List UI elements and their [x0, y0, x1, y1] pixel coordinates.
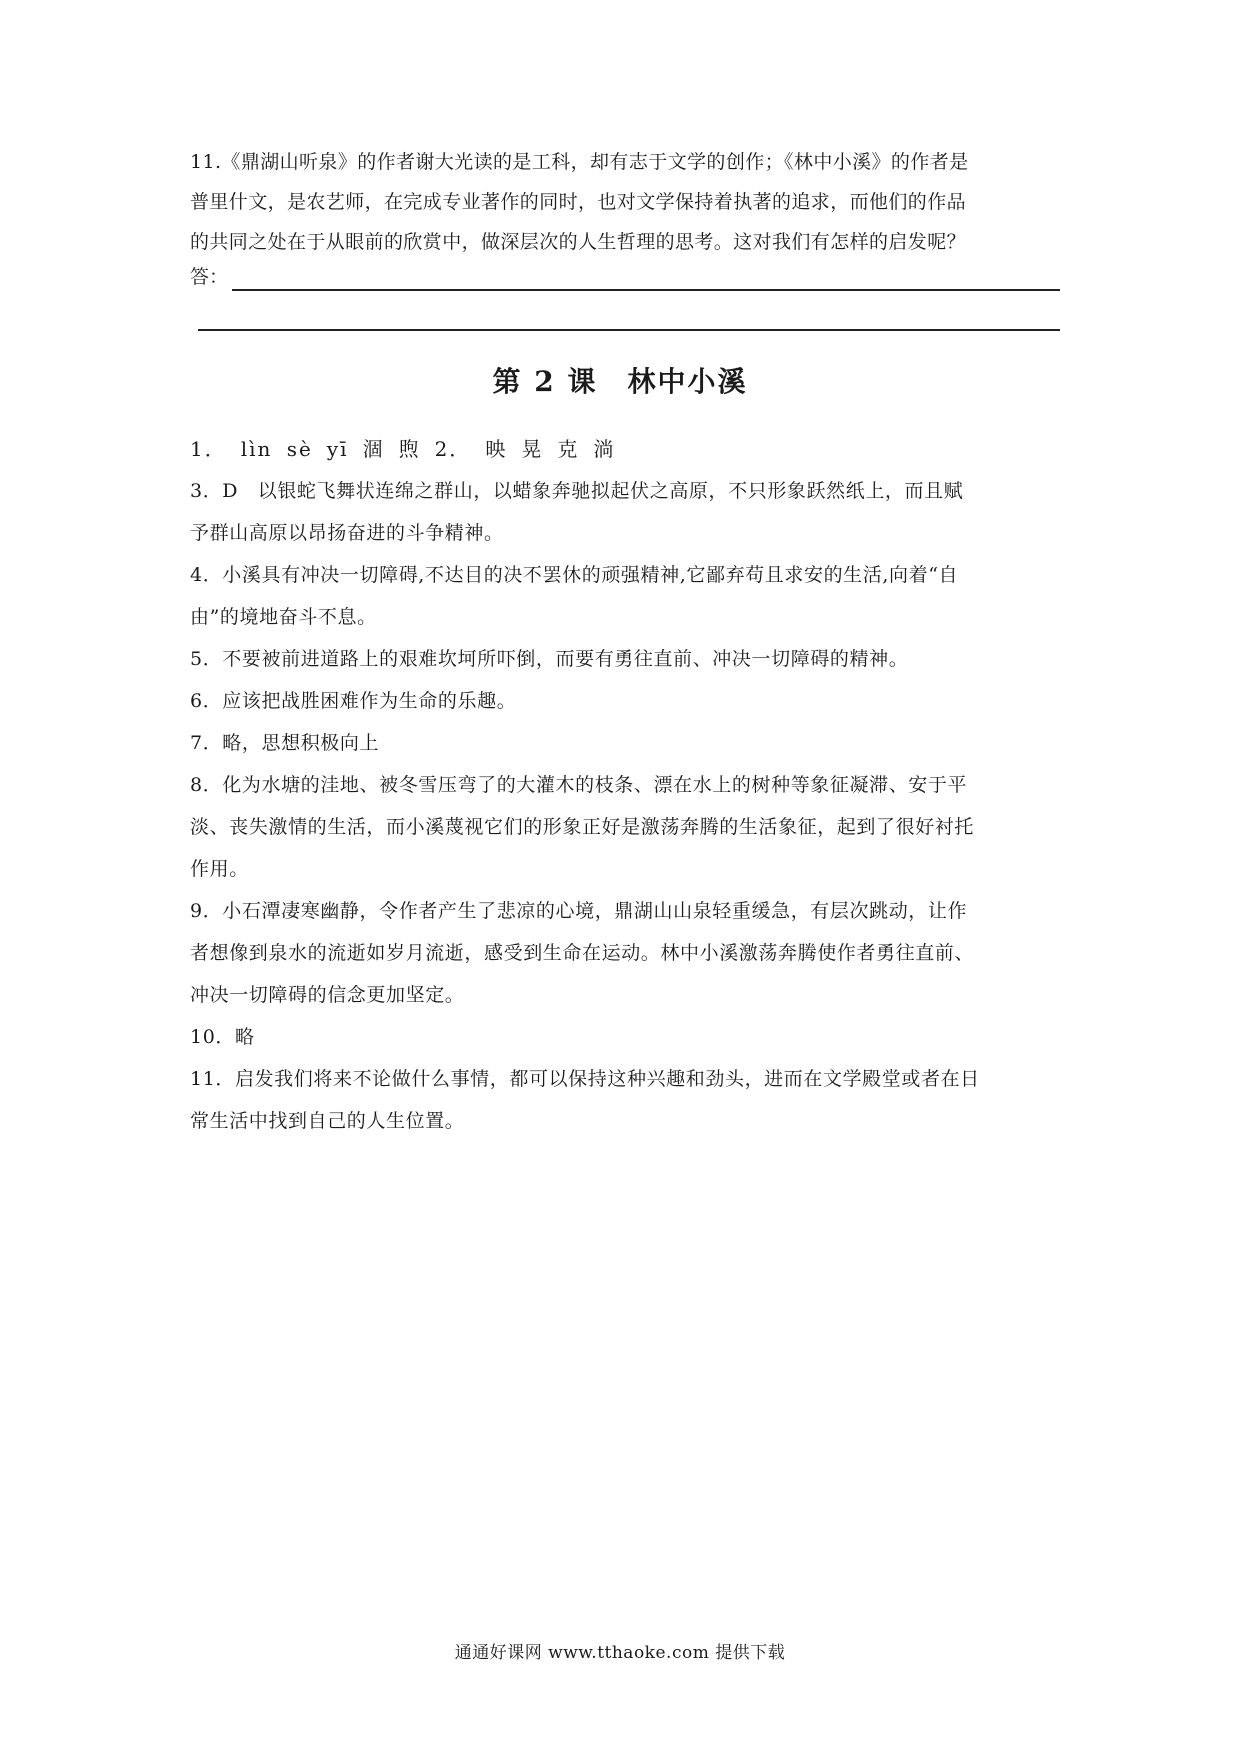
- answer-3-line-1: 3．D 以银蛇飞舞状连绵之群山，以蜡象奔驰拟起伏之高原，不只形象跃然纸上，而且赋: [190, 480, 964, 502]
- answer-8-line-1: 8．化为水塘的洼地、被冬雪压弯了的大灌木的枝条、漂在水上的树种等象征凝滞、安于平: [190, 774, 968, 796]
- answer-blank-line: [232, 289, 1060, 291]
- lesson-number: 第 2 课: [492, 365, 598, 398]
- answer-11-line-1: 11．启发我们将来不论做什么事情，都可以保持这种兴趣和劲头，进而在文学殿堂或者在日: [190, 1068, 980, 1090]
- answer-field: [190, 262, 1060, 292]
- answer-9-line-1: 9．小石潭凄寒幽静，令作者产生了悲凉的心境，鼎湖山山泉轻重缓急，有层次跳动，让作: [190, 900, 968, 922]
- answer-3-line-2: 予群山高原以昂扬奋进的斗争精神。: [190, 522, 504, 544]
- question-11-line-1: 11.《鼎湖山听泉》的作者谢大光读的是工科，却有志于文学的创作；《林中小溪》的作者是: [190, 151, 969, 173]
- answer-1-2: [190, 428, 1060, 470]
- word: 煦: [398, 437, 421, 461]
- answer-8-line-2: 淡、丧失激情的生活，而小溪蔑视它们的形象正好是激荡奔腾的生活象征，起到了很好衬托: [190, 816, 975, 838]
- word: 淌: [593, 437, 616, 461]
- answer-7: 7．略，思想积极向上: [190, 732, 380, 754]
- answer-10: 10．略: [190, 1026, 255, 1048]
- answer-4-line-1: 4．小溪具有冲决一切障碍,不达目的决不罢休的顽强精神,它鄙弃苟且求安的生活,向着“自: [190, 564, 959, 586]
- pinyin: lìn sè: [240, 437, 313, 461]
- word: 晃: [521, 437, 544, 461]
- answer-11-line-2: 常生活中找到自己的人生位置。: [190, 1110, 465, 1132]
- lesson-name: 林中小溪: [627, 365, 748, 398]
- answer-label: 答：: [190, 266, 229, 288]
- answer-5: 5．不要被前进道路上的艰难坎坷所吓倒，而要有勇往直前、冲决一切障碍的精神。: [190, 648, 909, 670]
- answer-number: 2．: [434, 437, 472, 461]
- lesson-title: [0, 360, 1240, 400]
- question-11-line-3: 的共同之处在于从眼前的欣赏中，做深层次的人生哲理的思考。这对我们有怎样的启发呢？: [190, 231, 967, 253]
- answer-number: 1．: [190, 437, 227, 461]
- pinyin: yī: [326, 437, 349, 461]
- answer-9-line-3: 冲决一切障碍的信念更加坚定。: [190, 984, 465, 1006]
- word: 涸: [362, 437, 385, 461]
- footer-credit: 通通好课网 www.tthaoke.com 提供下载: [454, 1643, 786, 1663]
- answer-key: [190, 428, 1060, 1142]
- question-11: [190, 142, 1060, 262]
- answer-blank-line: [198, 329, 1060, 331]
- answer-4-line-2: 由”的境地奋斗不息。: [190, 606, 377, 628]
- answer-8-line-3: 作用。: [190, 858, 249, 880]
- answer-6: 6．应该把战胜困难作为生命的乐趣。: [190, 690, 517, 712]
- word: 映: [485, 437, 508, 461]
- word: 克: [557, 437, 580, 461]
- question-11-line-2: 普里什文，是农艺师，在完成专业著作的同时，也对文学保持着执著的追求，而他们的作品: [190, 191, 967, 213]
- answer-9-line-2: 者想像到泉水的流逝如岁月流逝，感受到生命在运动。林中小溪激荡奔腾使作者勇往直前、: [190, 942, 975, 964]
